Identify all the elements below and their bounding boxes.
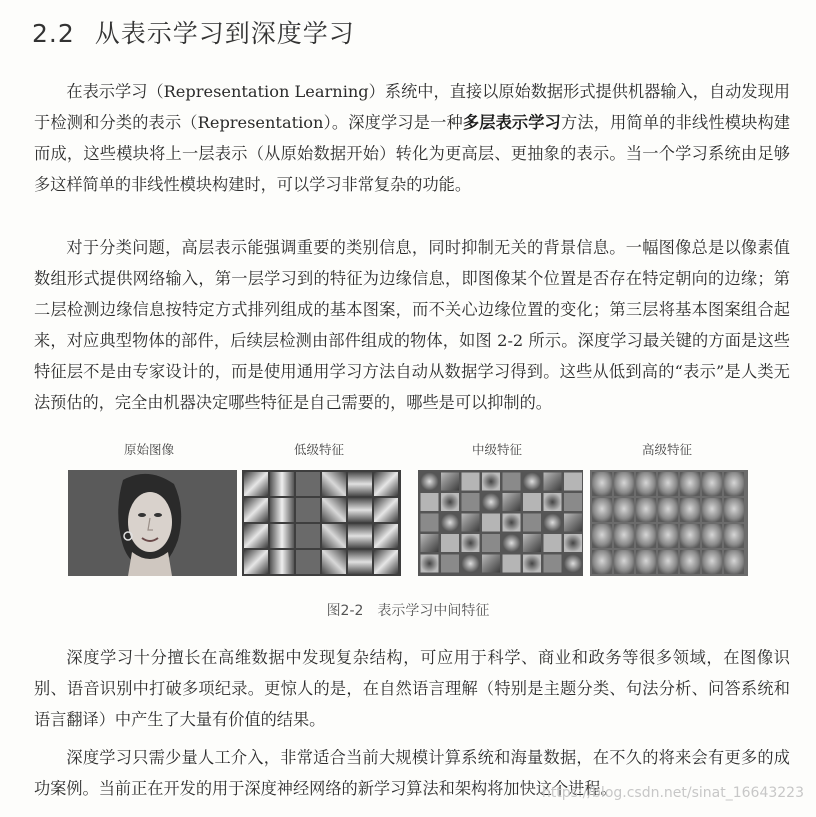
- mid-level-filter-tile: [482, 514, 500, 532]
- mid-level-filter-tile: [441, 514, 459, 532]
- mid-level-filter-tile: [421, 514, 439, 532]
- mid-level-filter-tile: [441, 555, 459, 573]
- mid-level-filter-tile: [482, 555, 500, 573]
- mid-level-filter-tile: [564, 534, 582, 552]
- high-level-face-tile: [636, 524, 656, 548]
- mid-level-filter-tile: [523, 473, 541, 491]
- watermark-url: https://blog.csdn.net/sinat_16643223: [541, 785, 804, 801]
- high-level-face-tile: [614, 498, 634, 522]
- high-level-face-tile: [702, 524, 722, 548]
- low-level-filter-tile: [244, 498, 268, 522]
- high-level-face-tile: [614, 550, 634, 574]
- high-level-face-tile: [724, 472, 744, 496]
- mid-level-filter-tile: [564, 555, 582, 573]
- mid-level-filter-tile: [544, 555, 562, 573]
- mid-level-filter-tile: [523, 493, 541, 511]
- high-level-face-tile: [658, 550, 678, 574]
- low-level-filter-tile: [374, 550, 398, 574]
- mid-level-filter-tile: [523, 534, 541, 552]
- mid-level-filter-tile: [503, 473, 521, 491]
- mid-level-filter-tile: [421, 473, 439, 491]
- label-original-image: 原始图像: [124, 442, 175, 457]
- low-level-filter-tile: [270, 472, 294, 496]
- face-portrait-image: [68, 470, 237, 576]
- paragraph-2: 对于分类问题，高层表示能强调重要的类别信息，同时抑制无关的背景信息。一幅图像总是以像素值数组形式提供网络输入，第一层学习到的特征为边缘信息，即图像某个位置是否存在特定朝向的边缘；第二层检测边缘信息按特定方式排列组成的基本图案，而不关心边缘位置的变化；第三层将基本图案组合起来，对应典型物体的部件，后续层检测由部件组成的物体，如图 2-2 所示。深度学习最关键的方面是这些特征层不是由专家设计的，而是使用通用学习方法自动从数据学习得到。这些从低到高的“表示”是人类无法预估的，完全由机器决定哪些特征是自己需要的，哪些是可以抑制的。: [34, 238, 790, 412]
- mid-level-filter-tile: [482, 473, 500, 491]
- mid-level-filter-tile: [441, 493, 459, 511]
- low-level-filter-tile: [296, 524, 320, 548]
- low-level-filter-tile: [244, 550, 268, 574]
- low-level-filter-tile: [322, 550, 346, 574]
- mid-level-filter-tile: [462, 473, 480, 491]
- mid-level-filter-tile: [421, 493, 439, 511]
- mid-level-filter-tile: [544, 534, 562, 552]
- high-level-face-tile: [702, 472, 722, 496]
- label-high-level-features: 高级特征: [642, 442, 693, 457]
- mid-level-filter-tile: [462, 493, 480, 511]
- high-level-face-tile: [680, 550, 700, 574]
- mid-level-filter-tile: [482, 534, 500, 552]
- high-level-face-tile: [636, 472, 656, 496]
- mid-level-filter-tile: [462, 534, 480, 552]
- figure-2-2: [68, 440, 748, 610]
- high-level-face-tile: [592, 498, 612, 522]
- low-level-filter-tile: [270, 550, 294, 574]
- mid-level-filter-tile: [421, 555, 439, 573]
- low-level-filter-tile: [296, 472, 320, 496]
- low-level-filter-tile: [244, 524, 268, 548]
- low-level-filter-tile: [296, 498, 320, 522]
- high-level-face-tile: [702, 550, 722, 574]
- low-level-filter-tile: [322, 472, 346, 496]
- low-level-filter-tile: [348, 550, 372, 574]
- low-level-filter-tile: [322, 524, 346, 548]
- high-level-face-tile: [658, 472, 678, 496]
- paragraph-1-text-b: 方法，用简单的非线性模块构建而成，这些模块将上一层表示（从原始数据开始）转化为更高层、更抽象的表示。当一个学习系统由足够多这样简单的非线性模块构建时，可以学习非常复杂的功能。: [34, 113, 791, 194]
- low-level-filter-tile: [296, 550, 320, 574]
- high-level-face-tile: [680, 498, 700, 522]
- high-level-face-tile: [658, 524, 678, 548]
- figure-caption: 图2-2 表示学习中间特征: [326, 603, 490, 619]
- mid-level-filter-tile: [441, 473, 459, 491]
- low-level-filter-tile: [244, 472, 268, 496]
- label-mid-level-features: 中级特征: [472, 442, 523, 457]
- paragraph-3: 深度学习十分擅长在高维数据中发现复杂结构，可应用于科学、商业和政务等很多领域，在图像识别、语音识别中打破多项纪录。更惊人的是，在自然语言理解（特别是主题分类、句法分析、问答系统和语言翻译）中产生了大量有价值的结果。: [34, 648, 790, 729]
- paragraph-1-text-a: 在表示学习（Representation Learning）系统中，直接以原始数据形式提供机器输入，自动发现用于检测和分类的表示（Representation）。深度学习是一种: [34, 82, 790, 132]
- label-low-level-features: 低级特征: [294, 442, 345, 457]
- high-level-face-tile: [592, 550, 612, 574]
- mid-level-filter-tile: [544, 473, 562, 491]
- high-level-face-tile: [614, 524, 634, 548]
- mid-level-filter-tile: [503, 534, 521, 552]
- mid-level-features-grid: [418, 470, 583, 576]
- high-level-face-tile: [636, 550, 656, 574]
- low-level-filter-tile: [374, 472, 398, 496]
- high-level-face-tile: [724, 524, 744, 548]
- original-image-face: [68, 470, 237, 576]
- mid-level-filter-tile: [503, 555, 521, 573]
- mid-level-filter-tile: [421, 534, 439, 552]
- high-level-face-tile: [636, 498, 656, 522]
- low-level-features-grid: [242, 470, 401, 576]
- mid-level-filter-tile: [503, 514, 521, 532]
- section-heading: [32, 14, 355, 50]
- low-level-filter-tile: [270, 524, 294, 548]
- low-level-filter-tile: [348, 524, 372, 548]
- low-level-filter-tile: [348, 472, 372, 496]
- paragraph-1-bold-term: 多层表示学习: [462, 113, 562, 132]
- mid-level-filter-tile: [441, 534, 459, 552]
- high-level-face-tile: [680, 524, 700, 548]
- low-level-filter-tile: [348, 498, 372, 522]
- mid-level-filter-tile: [564, 514, 582, 532]
- high-level-face-tile: [658, 498, 678, 522]
- high-level-face-tile: [592, 472, 612, 496]
- mid-level-filter-tile: [523, 514, 541, 532]
- mid-level-filter-tile: [544, 514, 562, 532]
- high-level-features-grid: [590, 470, 748, 576]
- mid-level-filter-tile: [482, 493, 500, 511]
- paragraph-4: 深度学习只需少量人工介入，非常适合当前大规模计算系统和海量数据，在不久的将来会有更多的成功案例。当前正在开发的用于深度神经网络的新学习算法和架构将加快这个进程。: [34, 748, 790, 798]
- paragraph-1: [34, 76, 790, 200]
- mid-level-filter-tile: [462, 514, 480, 532]
- mid-level-filter-tile: [564, 473, 582, 491]
- mid-level-filter-tile: [462, 555, 480, 573]
- high-level-face-tile: [702, 498, 722, 522]
- low-level-filter-tile: [270, 498, 294, 522]
- high-level-face-tile: [680, 472, 700, 496]
- mid-level-filter-tile: [564, 493, 582, 511]
- high-level-face-tile: [614, 472, 634, 496]
- mid-level-filter-tile: [544, 493, 562, 511]
- high-level-face-tile: [724, 550, 744, 574]
- mid-level-filter-tile: [523, 555, 541, 573]
- low-level-filter-tile: [374, 498, 398, 522]
- mid-level-filter-tile: [503, 493, 521, 511]
- low-level-filter-tile: [374, 524, 398, 548]
- section-title: 从表示学习到深度学习: [94, 19, 355, 48]
- section-number: 2.2: [32, 19, 75, 48]
- low-level-filter-tile: [322, 498, 346, 522]
- high-level-face-tile: [592, 524, 612, 548]
- high-level-face-tile: [724, 498, 744, 522]
